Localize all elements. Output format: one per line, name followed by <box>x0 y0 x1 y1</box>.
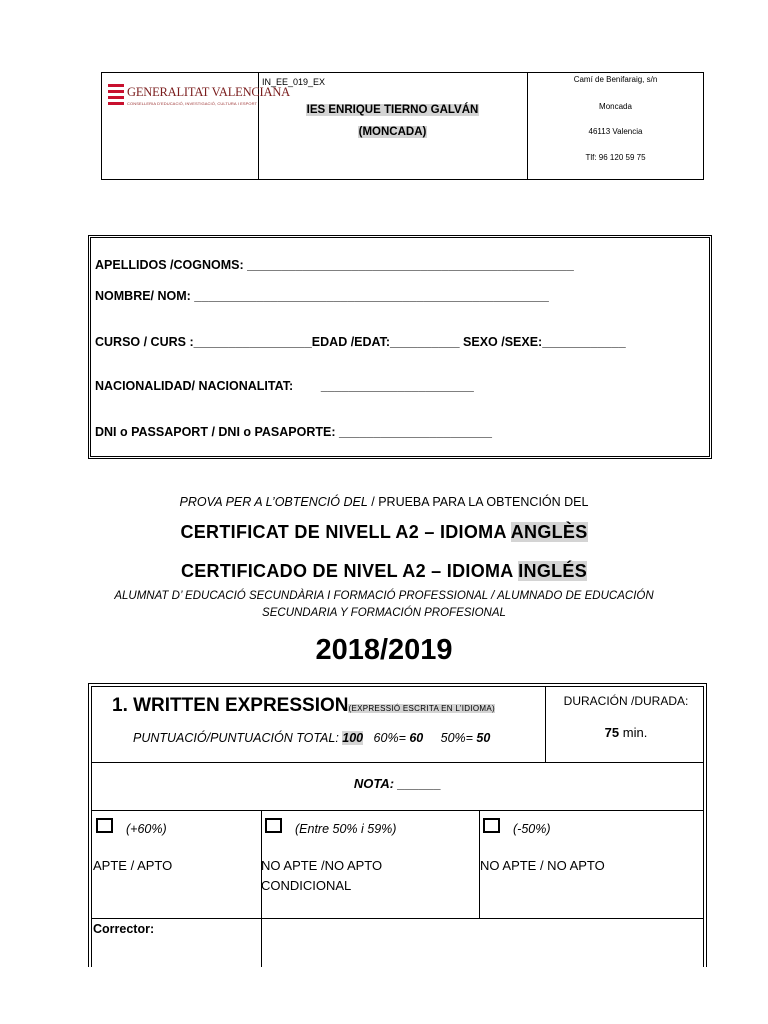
fail-label: NO APTE / NO APTO <box>480 858 605 873</box>
duration-label: DURACIÓN /DURADA: <box>563 694 689 708</box>
pass-checkbox[interactable] <box>96 818 113 833</box>
pass-range: (+60%) <box>126 822 167 836</box>
students-line-2: SECUNDARIA Y FORMACIÓN PROFESIONAL <box>262 607 506 619</box>
fail-range: (-50%) <box>513 822 551 836</box>
address-phone: Tlf: 96 120 59 75 <box>585 153 646 162</box>
surname-field[interactable]: APELLIDOS /COGNOMS: _______________________________________________ <box>95 258 574 272</box>
conditional-checkbox[interactable] <box>265 818 282 833</box>
school-name: IES ENRIQUE TIERNO GALVÁN <box>306 104 479 116</box>
school-town: (MONCADA) <box>358 126 427 138</box>
generalitat-logo <box>108 83 290 109</box>
certificate-title-valencian: CERTIFICAT DE NIVELL A2 – IDIOMA ANGLÈS <box>180 522 588 542</box>
corrector-label: Corrector: <box>93 922 155 936</box>
id-field[interactable]: DNI o PASSAPORT / DNI o PASAPORTE: ______________________ <box>95 425 492 439</box>
header-address-cell <box>528 73 703 179</box>
address-street: Camí de Benifaraig, s/n <box>573 75 658 84</box>
certificate-title-spanish: CERTIFICADO DE NIVEL A2 – IDIOMA INGLÉS <box>180 561 588 581</box>
corrector-signature-field[interactable] <box>262 919 703 966</box>
name-field[interactable]: NOMBRE/ NOM: ___________________________________________________ <box>95 289 549 303</box>
conditional-label-1: NO APTE /NO APTO <box>261 858 383 873</box>
header-table <box>101 72 704 180</box>
header-logo-cell <box>102 73 290 179</box>
address-city: Moncada <box>599 102 632 111</box>
header-school-cell <box>259 73 528 179</box>
document-code: IN_EE_019_EX <box>262 77 326 87</box>
exam-purpose: PROVA PER A L’OBTENCIÓ DEL / PRUEBA PARA LA OBTENCIÓN DEL <box>179 495 589 509</box>
exam-table <box>88 683 707 967</box>
coat-of-arms-icon <box>108 83 124 109</box>
personal-data-box <box>88 235 712 459</box>
conditional-range: (Entre 50% i 59%) <box>295 822 397 836</box>
logo-name: GENERALITAT VALENCIANA <box>127 85 290 99</box>
students-line-1: ALUMNAT D’ EDUCACIÓ SECUNDÀRIA I FORMACIÓ PROFESSIONAL / ALUMNADO DE EDUCACIÓN <box>114 590 654 602</box>
address-postal: 46113 Valencia <box>588 127 643 136</box>
nationality-field[interactable]: NACIONALIDAD/ NACIONALITAT: ______________________ <box>95 379 474 393</box>
conditional-label-2: CONDICIONAL <box>261 878 352 893</box>
section-title: 1. WRITTEN EXPRESSION(EXPRESSIÓ ESCRITA EN L’IDIOMA) <box>112 695 495 716</box>
pass-label: APTE / APTO <box>93 858 173 873</box>
course-age-sex-field[interactable]: CURSO / CURS :_________________EDAD /EDAT:__________ SEXO /SEXE:____________ <box>95 335 626 349</box>
duration-value: 75 min. <box>604 725 648 740</box>
academic-year: 2018/2019 <box>315 634 453 666</box>
fail-checkbox[interactable] <box>483 818 500 833</box>
grade-field[interactable]: NOTA: ______ <box>353 776 442 791</box>
score-breakdown: PUNTUACIÓ/PUNTUACIÓN TOTAL: 100 60%= 60 50%= 50 <box>133 731 491 745</box>
logo-subtitle: CONSELLERIA D'EDUCACIÓ, INVESTIGACIÓ, CULTURA I ESPORT <box>127 101 258 106</box>
